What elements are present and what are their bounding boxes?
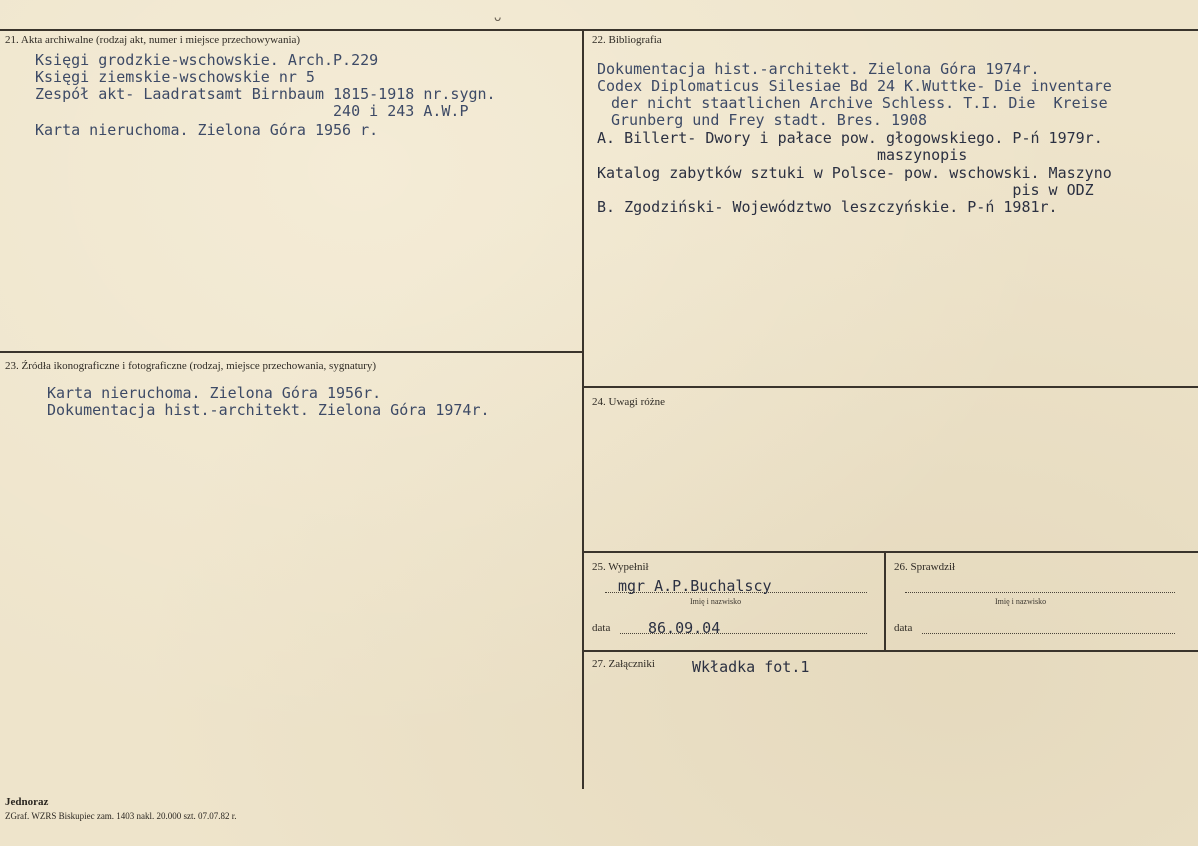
section-21-line: 240 i 243 A.W.P — [35, 102, 469, 120]
section-26-label: 26. Sprawdził — [894, 561, 956, 573]
punch-mark-icon: ᴗ — [494, 10, 502, 24]
section-25-label: 25. Wypełnił — [592, 561, 649, 573]
section-21-line: Zespół akt- Laadratsamt Birnbaum 1815-1918 nr.sygn. — [35, 85, 496, 103]
section-21-line: Karta nieruchoma. Zielona Góra 1956 r. — [35, 121, 379, 139]
section-25-date: 86.09.04 — [648, 619, 721, 637]
divider-24-25 — [583, 551, 1198, 553]
section-25-date-label: data — [592, 622, 611, 634]
divider-25-26 — [884, 551, 886, 651]
section-23-line: Dokumentacja hist.-architekt. Zielona Góra 1974r. — [47, 401, 490, 419]
section-21-line: Księgi grodzkie-wschowskie. Arch.P.229 — [35, 51, 379, 69]
section-21-line: Księgi ziemskie-wschowskie nr 5 — [35, 68, 315, 86]
divider-21-23 — [0, 351, 583, 353]
section-25-name: mgr A.P.Buchalscy — [618, 577, 772, 595]
divider-22-24 — [583, 386, 1198, 388]
section-22-line: Dokumentacja hist.-architekt. Zielona Góra 1974r. — [597, 60, 1040, 78]
footer-title: Jednoraz — [5, 796, 49, 808]
section-25-name-caption: Imię i nazwisko — [690, 597, 742, 606]
section-23-label: 23. Źródła ikonograficzne i fotograficzne (rodzaj, miejsce przechowania, sygnatury) — [5, 360, 377, 372]
section-22-line: B. Zgodziński- Województwo leszczyńskie. P-ń 1981r. — [597, 198, 1058, 216]
section-26-name-caption: Imię i nazwisko — [995, 597, 1047, 606]
section-22-line: A. Billert- Dwory i pałace pow. głogowskiego. P-ń 1979r. — [597, 129, 1103, 147]
section-26-date-line — [922, 633, 1175, 634]
top-border — [0, 29, 1198, 31]
divider-25-27 — [583, 650, 1198, 652]
section-22-line: Katalog zabytków sztuki w Polsce- pow. wschowski. Maszyno — [597, 164, 1112, 182]
section-23-line: Karta nieruchoma. Zielona Góra 1956r. — [47, 384, 382, 402]
section-27-value: Wkładka fot.1 — [692, 658, 810, 676]
section-22-line: Grunberg und Frey stadt. Bres. 1908 — [611, 111, 928, 129]
section-27-label: 27. Załączniki — [592, 658, 655, 670]
section-22-line: pis w ODZ — [597, 181, 1094, 199]
section-21-label: 21. Akta archiwalne (rodzaj akt, numer i miejsce przechowywania) — [5, 34, 301, 46]
section-22-line: Codex Diplomaticus Silesiae Bd 24 K.Wuttke- Die inventare — [597, 77, 1112, 95]
section-22-line: der nicht staatlichen Archive Schless. T.I. Die Kreise — [611, 94, 1108, 112]
section-22-line: maszynopis — [597, 146, 968, 164]
section-22-label: 22. Bibliografia — [592, 34, 662, 46]
section-24-label: 24. Uwagi różne — [592, 396, 666, 408]
main-divider — [582, 29, 584, 789]
section-26-date-label: data — [894, 622, 913, 634]
section-26-name-line — [905, 592, 1175, 593]
footer-imprint: ZGraf. WZRS Biskupiec zam. 1403 nakl. 20.000 szt. 07.07.82 r. — [5, 811, 237, 821]
